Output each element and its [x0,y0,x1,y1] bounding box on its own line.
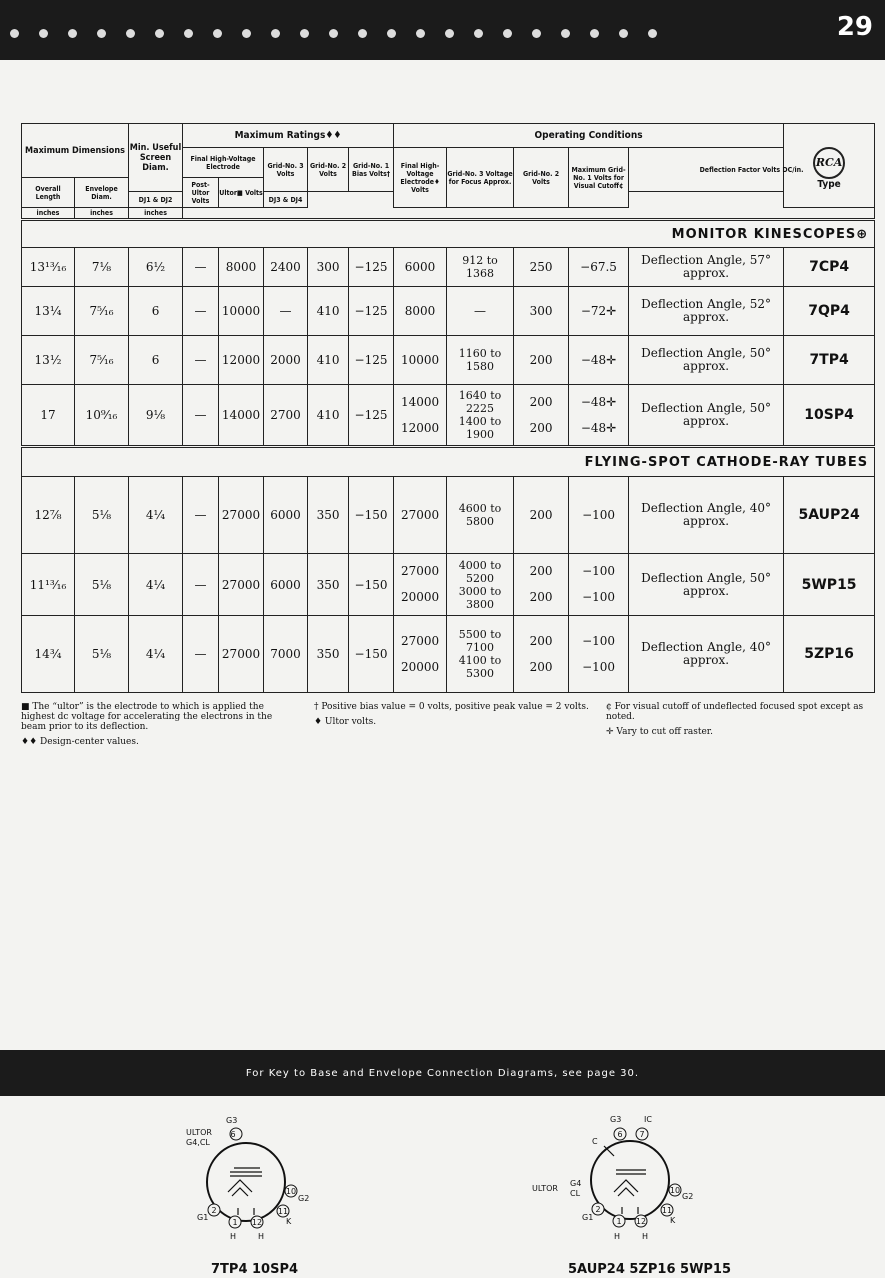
cell-ultor: 8000 [219,248,264,287]
cell-screen: 6½ [129,248,183,287]
cell-grid2-op: 200 [514,477,569,554]
hdr-max-grid1: Maximum Grid-No. 1 Volts for Visual Cutoff¢ [569,148,629,208]
cell-deflection: Deflection Angle, 40° approx. [629,477,784,554]
cell-grid3: 6000 [264,477,308,554]
pin-11: 11 [277,1207,289,1216]
cell-post-ultor: — [183,287,219,336]
hdr-unit-inches-1: inches [22,208,75,220]
cell-grid1-bias: −125 [349,287,394,336]
hdr-unit-inches-3: inches [129,208,183,220]
hdr-deflection: Deflection Factor Volts DC/in. [629,148,875,192]
cell-grid1-bias: −125 [349,248,394,287]
cell-final-hv: 6000 [394,248,447,287]
hdr-operating-conditions: Operating Conditions [394,124,784,148]
pin-1: 1 [616,1217,622,1226]
cell-ultor: 10000 [219,287,264,336]
cell-grid3: 6000 [264,554,308,616]
label-k: K [286,1217,292,1226]
key-reference-text: For Key to Base and Envelope Connection Diagrams, see page 30. [245,1068,640,1079]
note-ultor-volts: ♦ Ultor volts. [314,717,377,727]
label-h2: H [642,1232,649,1241]
cell-cutoff: −48✛ [569,336,629,385]
cell-length: 13½ [22,336,75,385]
footnotes-col-3 [606,702,878,742]
label-c: C [592,1137,598,1146]
hdr-ultor: Ultor■ Volts [219,178,264,208]
label-g3: G3 [226,1116,238,1125]
cell-final-hv: 27000 20000 [394,554,447,616]
pin-6: 6 [230,1130,236,1139]
cell-grid3: 2400 [264,248,308,287]
cell-post-ultor: — [183,616,219,693]
cell-grid1-bias: −125 [349,385,394,447]
cell-grid2-op: 200 200 [514,385,569,447]
cell-grid3: — [264,287,308,336]
cell-final-hv: 27000 [394,477,447,554]
label-g4cl: G4,CL [186,1138,210,1147]
pin-11: 11 [661,1206,673,1215]
cell-type: 5WP15 [784,554,875,616]
pin-10: 10 [285,1187,297,1196]
rca-logo: RCA [813,147,845,179]
label-g1: G1 [197,1213,209,1222]
cell-deflection: Deflection Angle, 40° approx. [629,616,784,693]
section-monitor-kinescopes: MONITOR KINESCOPES⊕ [22,220,875,248]
cell-type: 7TP4 [784,336,875,385]
hdr-post-ultor: Post-Ultor Volts [183,178,219,208]
cell-deflection: Deflection Angle, 57° approx. [629,248,784,287]
cell-final-hv: 10000 [394,336,447,385]
cell-grid2-op: 200 200 [514,554,569,616]
base-diagram-7tp4-10sp4 [180,1112,330,1247]
cell-cutoff: −72✛ [569,287,629,336]
cell-type: 7QP4 [784,287,875,336]
cell-post-ultor: — [183,477,219,554]
label-cl: CL [570,1189,581,1198]
cell-type: 5AUP24 [784,477,875,554]
cell-deflection: Deflection Angle, 50° approx. [629,554,784,616]
label-g3: G3 [610,1115,622,1124]
tube-spec-table [21,123,875,693]
pin-10: 10 [669,1186,681,1195]
label-ultor: ULTOR [186,1128,212,1137]
hdr-grid1-bias: Grid-No. 1 Bias Volts† [349,148,394,192]
cell-grid2: 350 [308,554,349,616]
cell-envelope: 10⁹⁄₁₆ [75,385,129,447]
cell-screen: 9⅛ [129,385,183,447]
hdr-min-screen: Min. Useful Screen Diam. [129,124,183,192]
cell-envelope: 5⅛ [75,477,129,554]
label-h1: H [614,1232,621,1241]
label-h2: H [258,1232,265,1241]
note-design-center: ♦♦ Design-center values. [21,737,139,747]
pin-12: 12 [251,1218,263,1227]
cell-ultor: 12000 [219,336,264,385]
hdr-dj12: DJ1 & DJ2 [129,192,183,208]
cell-length: 13¼ [22,287,75,336]
cell-grid1-bias: −150 [349,554,394,616]
cell-grid1-bias: −125 [349,336,394,385]
cell-ultor: 27000 [219,477,264,554]
hdr-grid2: Grid-No. 2 Volts [308,148,349,192]
cell-post-ultor: — [183,554,219,616]
label-g2: G2 [682,1192,694,1201]
table-row [22,248,875,287]
cell-focus: 4000 to 5200 3000 to 3800 [447,554,514,616]
hdr-unit-inches-2: inches [75,208,129,220]
cell-grid3: 7000 [264,616,308,693]
key-reference-bar [0,1050,885,1096]
cell-screen: 4¼ [129,554,183,616]
hdr-max-dimensions: Maximum Dimensions [22,124,129,178]
cell-screen: 6 [129,287,183,336]
hdr-final-high: Final High-Voltage Electrode♦ Volts [394,148,447,208]
label-g2: G2 [298,1194,310,1203]
page-header-bar [0,0,885,60]
page-number: 29 [836,12,873,42]
label-k: K [670,1216,676,1225]
hdr-max-ratings: Maximum Ratings♦♦ [183,124,394,148]
cell-ultor: 27000 [219,554,264,616]
hdr-grid3-focus: Grid-No. 3 Voltage for Focus Approx. [447,148,514,208]
caption-right-diagram: 5AUP24 5ZP16 5WP15 [568,1262,732,1277]
pin-6: 6 [617,1130,623,1139]
cell-grid2: 410 [308,385,349,447]
section-flying-spot: FLYING-SPOT CATHODE-RAY TUBES [22,447,875,477]
pin-12: 12 [635,1217,647,1226]
cell-screen: 4¼ [129,477,183,554]
decorative-dots [10,29,657,39]
cell-focus: — [447,287,514,336]
cell-grid2: 410 [308,287,349,336]
table-row [22,287,875,336]
pin-2: 2 [595,1205,601,1214]
cell-post-ultor: — [183,248,219,287]
cell-focus: 1640 to 2225 1400 to 1900 [447,385,514,447]
cell-length: 12⅞ [22,477,75,554]
label-ic: IC [644,1115,652,1124]
table-row [22,477,875,554]
base-diagram-5aup24-5zp16-5wp15 [530,1110,705,1248]
hdr-envelope-diam: Envelope Diam. [75,178,129,208]
cell-screen: 6 [129,336,183,385]
cell-grid2-op: 250 [514,248,569,287]
cell-grid2-op: 200 [514,336,569,385]
label-g1: G1 [582,1213,594,1222]
cell-focus: 1160 to 1580 [447,336,514,385]
caption-left-diagram: 7TP4 10SP4 [211,1262,299,1277]
cell-length: 11¹³⁄₁₆ [22,554,75,616]
note-cutoff: ¢ For visual cutoff of undeflected focused spot except as noted. [606,702,864,722]
pin-2: 2 [211,1206,217,1215]
pin-7: 7 [639,1130,645,1139]
footnotes-col-1 [21,702,296,752]
hdr-grid2-op: Grid-No. 2 Volts [514,148,569,208]
cell-deflection: Deflection Angle, 50° approx. [629,336,784,385]
cell-focus: 4600 to 5800 [447,477,514,554]
table-row [22,336,875,385]
cell-grid2: 300 [308,248,349,287]
cell-post-ultor: — [183,385,219,447]
hdr-dj34: DJ3 & DJ4 [264,192,308,208]
cell-envelope: 5⅛ [75,554,129,616]
cell-final-hv: 27000 20000 [394,616,447,693]
cell-grid2: 350 [308,477,349,554]
cell-cutoff: −67.5 [569,248,629,287]
hdr-overall-length: Overall Length [22,178,75,208]
hdr-type: Type [817,178,841,190]
cell-final-hv: 14000 12000 [394,385,447,447]
hdr-grid3: Grid-No. 3 Volts [264,148,308,192]
label-ultor: ULTOR [532,1184,558,1193]
cell-ultor: 14000 [219,385,264,447]
cell-grid3: 2000 [264,336,308,385]
cell-length: 17 [22,385,75,447]
cell-focus: 5500 to 7100 4100 to 5300 [447,616,514,693]
cell-type: 5ZP16 [784,616,875,693]
label-h1: H [230,1232,237,1241]
table-row [22,616,875,693]
cell-length: 14¾ [22,616,75,693]
note-bias: † Positive bias value = 0 volts, positive peak value = 2 volts. [314,702,589,712]
cell-grid2-op: 300 [514,287,569,336]
cell-grid3: 2700 [264,385,308,447]
cell-cutoff: −48✛ −48✛ [569,385,629,447]
cell-grid2-op: 200 200 [514,616,569,693]
cell-grid2: 350 [308,616,349,693]
footnotes-col-2 [314,702,589,732]
note-raster: ✛ Vary to cut off raster. [606,727,713,737]
note-ultor: ■ The “ultor” is the electrode to which is applied the highest dc voltage for accelerating the electrons in the beam prior to its deflection. [21,702,273,732]
hdr-final-hv-electrode: Final High-Voltage Electrode [183,148,264,178]
cell-grid1-bias: −150 [349,616,394,693]
cell-ultor: 27000 [219,616,264,693]
cell-envelope: 7⁵⁄₁₆ [75,336,129,385]
cell-deflection: Deflection Angle, 52° approx. [629,287,784,336]
cell-screen: 4¼ [129,616,183,693]
cell-type: 7CP4 [784,248,875,287]
cell-post-ultor: — [183,336,219,385]
pin-1: 1 [232,1218,238,1227]
cell-cutoff: −100 [569,477,629,554]
cell-cutoff: −100 −100 [569,616,629,693]
cell-focus: 912 to 1368 [447,248,514,287]
cell-envelope: 7⅛ [75,248,129,287]
cell-length: 13¹³⁄₁₆ [22,248,75,287]
cell-envelope: 5⅛ [75,616,129,693]
table-row [22,385,875,447]
cell-type: 10SP4 [784,385,875,447]
label-g4: G4 [570,1179,582,1188]
cell-grid1-bias: −150 [349,477,394,554]
cell-envelope: 7⁵⁄₁₆ [75,287,129,336]
cell-cutoff: −100 −100 [569,554,629,616]
cell-deflection: Deflection Angle, 50° approx. [629,385,784,447]
cell-final-hv: 8000 [394,287,447,336]
cell-grid2: 410 [308,336,349,385]
table-row [22,554,875,616]
